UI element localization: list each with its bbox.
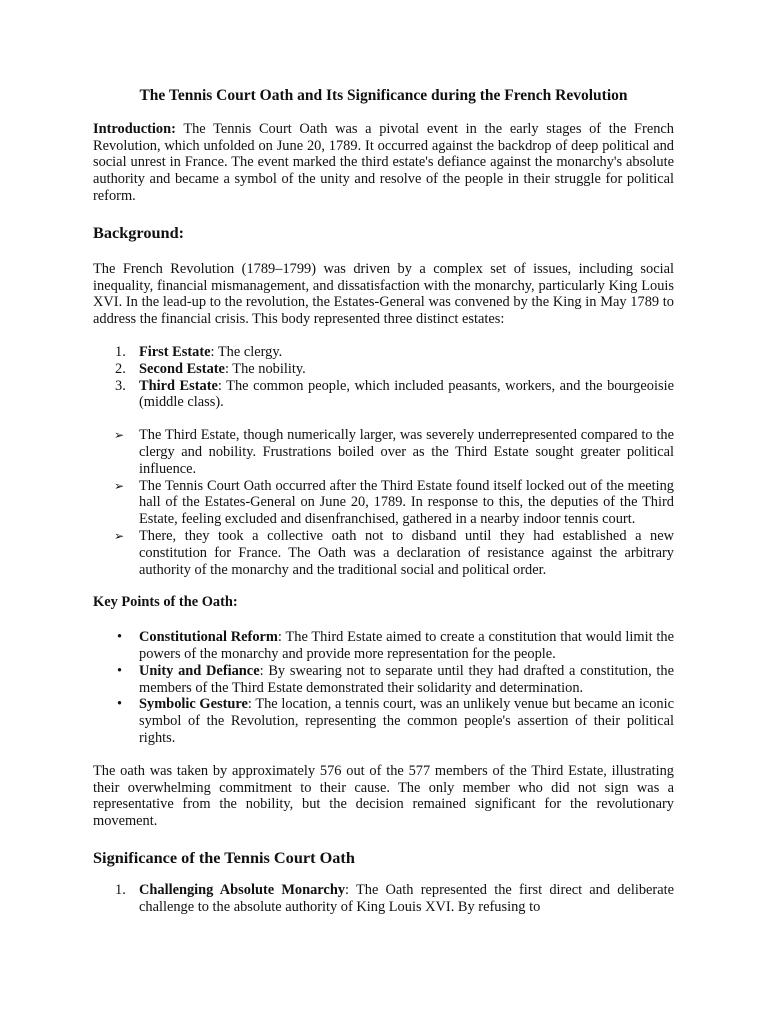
- estate-text: : The common people, which included peasants, workers, and the bourgeoisie (middle class).: [139, 377, 674, 411]
- intro-text: The Tennis Court Oath was a pivotal event in the early stages of the French Revolution, which unfolded on June 20, 1789. It occurred against the backdrop of deep political and social unrest in France. The event marked the third estate's defiance against the monarchy's absolute authority and became a symbol of the unity and resolve of the people in their struggle for political reform.: [93, 120, 674, 204]
- list-item: [93, 344, 674, 361]
- background-heading: Background:: [93, 222, 185, 242]
- estate-label: Third Estate: [139, 377, 218, 394]
- list-item: [93, 696, 674, 746]
- arrow-bullet-icon: ➢: [114, 428, 125, 443]
- significance-label: Challenging Absolute Monarchy: [139, 881, 346, 898]
- arrow-item-text: The Tennis Court Oath occurred after the Third Estate found itself locked out of the meeting hall of the Estates-General on June 20, 1789. In response to this, the deputies of the Third Estate, feeling excluded and disenfranchised, gathered in a nearby indoor tennis court.: [139, 477, 674, 528]
- arrow-item-text: The Third Estate, though numerically larger, was severely underrepresented compared to the clergy and nobility. Frustrations boiled over as the Third Estate sought greater political influence.: [139, 427, 674, 477]
- arrow-bullet-icon: ➢: [114, 478, 125, 493]
- list-item: [93, 663, 674, 697]
- estate-text: : The clergy.: [210, 343, 283, 360]
- key-point-text: : The Third Estate aimed to create a constitution that would limit the powers of the monarchy and provide more representation for the people.: [139, 629, 675, 662]
- significance-list: [93, 882, 674, 916]
- document-title: The Tennis Court Oath and Its Significance during the French Revolution: [139, 87, 628, 104]
- bullet-icon: •: [117, 629, 123, 646]
- list-item: [93, 528, 674, 578]
- arrow-item-text: There, they took a collective oath not to disband until they had established a new constitution for France. The Oath was a declaration of resistance against the arbitrary authority of the monarchy and the traditional social and political order.: [139, 527, 674, 578]
- estates-list: [93, 344, 674, 411]
- bullet-icon: •: [117, 696, 123, 713]
- list-item: [93, 629, 674, 663]
- list-item: [93, 378, 674, 412]
- list-item: [93, 478, 674, 528]
- list-number: 2.: [115, 360, 126, 377]
- background-paragraph: The French Revolution (1789–1799) was driven by a complex set of issues, including social inequality, financial mismanagement, and dissatisfaction with the monarchy, particularly King Louis XVI. In the lead-up to the revolution, the Estates-General was convened by the King in May 1789 to address the financial crisis. This body represented three distinct estates:: [93, 260, 674, 328]
- bullet-icon: •: [117, 662, 123, 679]
- estate-label: First Estate: [139, 343, 211, 360]
- key-point-label: Symbolic Gesture: [139, 696, 248, 713]
- key-point-label: Unity and Defiance: [139, 662, 260, 679]
- key-point-label: Constitutional Reform: [139, 629, 278, 646]
- estate-text: : The nobility.: [224, 360, 306, 377]
- list-item: [93, 361, 674, 378]
- intro-paragraph: [93, 121, 674, 205]
- list-item: [93, 427, 674, 477]
- list-number: 3.: [115, 377, 126, 394]
- estate-label: Second Estate: [139, 360, 225, 377]
- oath-paragraph: The oath was taken by approximately 576 out of the 577 members of the Third Estate, illustrating their overwhelming commitment to their cause. The only member who did not sign was a representative from the nobility, but the decision remained significant for the revolutionary movement.: [93, 762, 674, 830]
- key-points-list: [93, 629, 674, 747]
- arrow-bullet-icon: ➢: [114, 528, 125, 543]
- list-item: [93, 882, 674, 916]
- list-number: 1.: [115, 881, 126, 898]
- key-points-heading: Key Points of the Oath:: [93, 594, 238, 611]
- arrow-list: [93, 427, 674, 578]
- significance-heading: Significance of the Tennis Court Oath: [93, 847, 355, 867]
- key-point-text: : By swearing not to separate until they had drafted a constitution, the members of the Third Estate demonstrated their solidarity and determination.: [139, 662, 674, 696]
- key-point-text: : The location, a tennis court, was an unlikely venue but became an iconic symbol of the Revolution, representing the common people's assertion of their political rights.: [139, 696, 674, 746]
- significance-text: : The Oath represented the first direct and deliberate challenge to the absolute authority of King Louis XVI. By refusing to: [139, 881, 674, 915]
- document-page: [93, 88, 674, 915]
- list-number: 1.: [115, 343, 126, 360]
- intro-label: Introduction:: [93, 120, 176, 137]
